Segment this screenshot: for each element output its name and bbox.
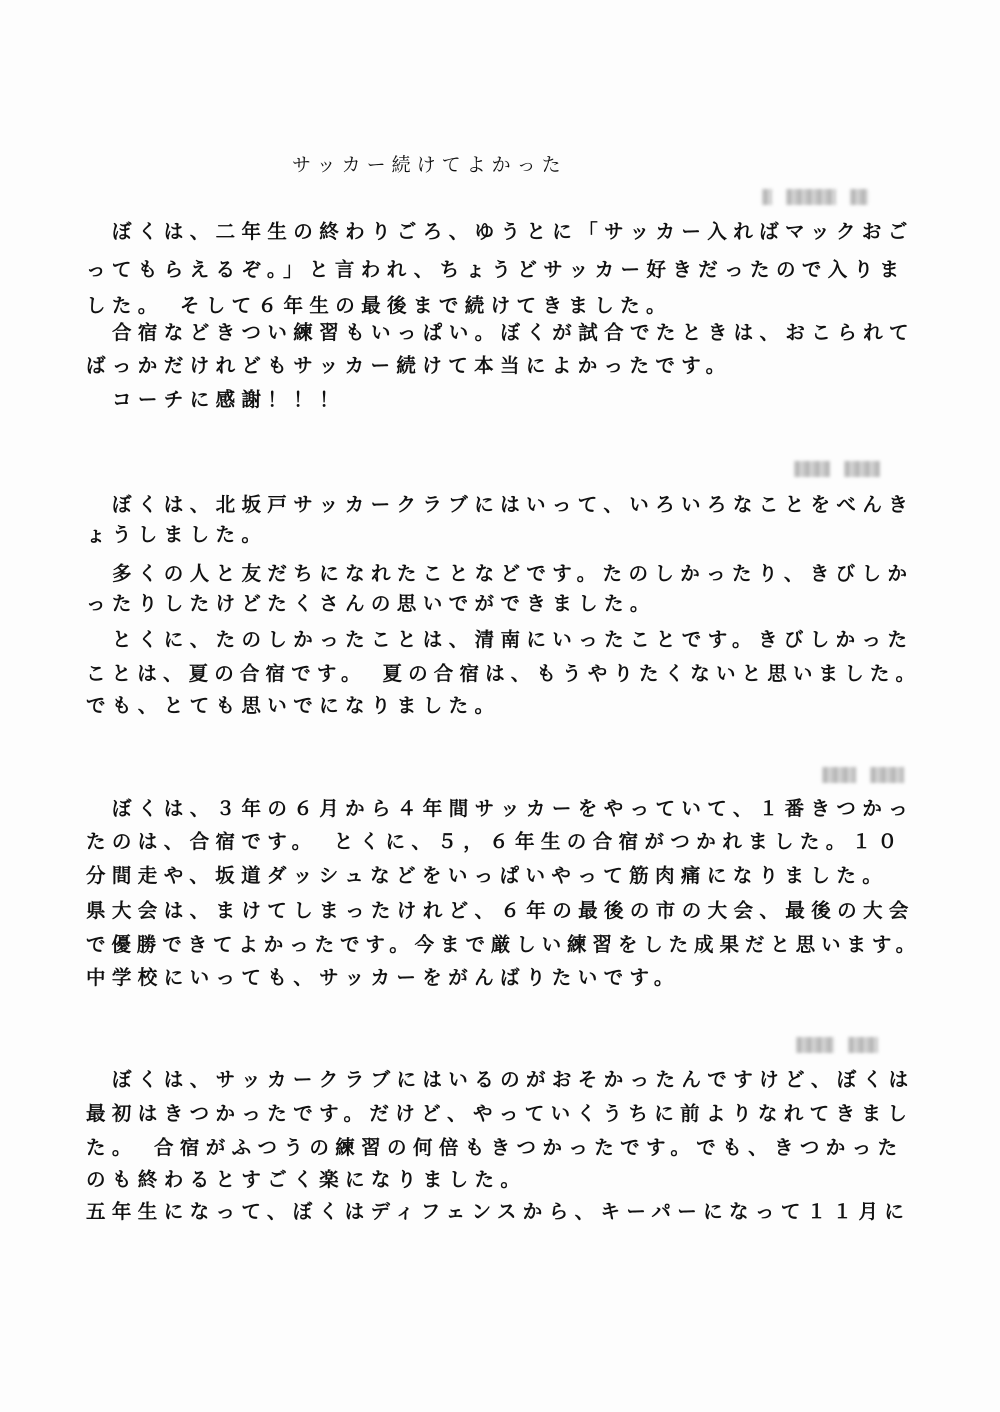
redacted-mark [844, 461, 880, 477]
author-name-redacted [796, 1034, 878, 1056]
redacted-mark [850, 189, 868, 205]
essay-4-line: 五年生になって、ぼくはディフェンスから、キーパーになって１１月に [86, 1200, 911, 1223]
essay-3-line: 分間走や、坂道ダッシュなどをいっぱいやって筋肉痛になりました。 [86, 864, 889, 887]
essay-4-line: た。 合宿がふつうの練習の何倍もきつかったです。でも、きつかった [86, 1136, 904, 1159]
redacted-mark [796, 1037, 834, 1053]
essay-3-line: 中学校にいっても、サッカーをがんばりたいです。 [86, 966, 680, 989]
author-name-redacted [794, 458, 880, 480]
document-title: サッカー続けてよかった [292, 154, 567, 176]
essay-3-line: たのは、合宿です。 とくに、５，６年生の合宿がつかれました。１０ [86, 830, 904, 853]
essay-3-line: で優勝できてよかったです。今まで厳しい練習をした成果だと思います。 [86, 933, 922, 956]
essay-1-line: した。 そして６年生の最後まで続けてきました。 [86, 294, 672, 317]
essay-2-line: ったりしたけどたくさんの思いでができました。 [86, 592, 656, 615]
redacted-mark [762, 189, 772, 205]
essay-2-line: ことは、夏の合宿です。 夏の合宿は、もうやりたくないと思いました。 [86, 662, 922, 685]
essay-1-line: ぼくは、二年生の終わりごろ、ゆうとに「サッカー入ればマックおご [112, 220, 914, 243]
essay-2-line: ぼくは、北坂戸サッカークラブにはいって、いろいろなことをべんき [112, 493, 915, 516]
essay-4-line: 最初はきつかったです。だけど、やっていくうちに前よりなれてきまし [86, 1102, 914, 1125]
essay-3-line: 県大会は、まけてしまったけれど、６年の最後の市の大会、最後の大会 [86, 899, 915, 922]
essay-2-line: とくに、たのしかったことは、清南にいったことです。きびしかった [112, 628, 914, 651]
essay-1-line: コーチに感謝！！！ [112, 388, 346, 411]
redacted-mark [848, 1037, 878, 1053]
essay-3-line: ぼくは、３年の６月から４年間サッカーをやっていて、１番きつかっ [112, 797, 915, 820]
essay-2-line: ょうしました。 [86, 523, 268, 546]
essay-1-line: ってもらえるぞ。」と言われ、ちょうどサッカー好きだったので入りま [86, 258, 906, 281]
redacted-mark [794, 461, 830, 477]
essay-1-line: ばっかだけれどもサッカー続けて本当によかったです。 [86, 354, 732, 377]
essay-4-line: のも終わるとすごく楽になりました。 [86, 1168, 527, 1191]
essay-2-line: でも、とても思いでになりました。 [86, 694, 501, 717]
author-name-redacted [822, 764, 904, 786]
redacted-mark [870, 767, 904, 783]
essay-4-line: ぼくは、サッカークラブにはいるのがおそかったんですけど、ぼくは [112, 1068, 915, 1091]
essay-1-line: 合宿などきつい練習もいっぱい。ぼくが試合でたときは、おこられて [112, 321, 915, 344]
author-name-redacted [762, 186, 868, 208]
essay-2-line: 多くの人と友だちになれたことなどです。たのしかったり、きびしか [112, 562, 914, 585]
redacted-mark [786, 189, 836, 205]
redacted-mark [822, 767, 856, 783]
